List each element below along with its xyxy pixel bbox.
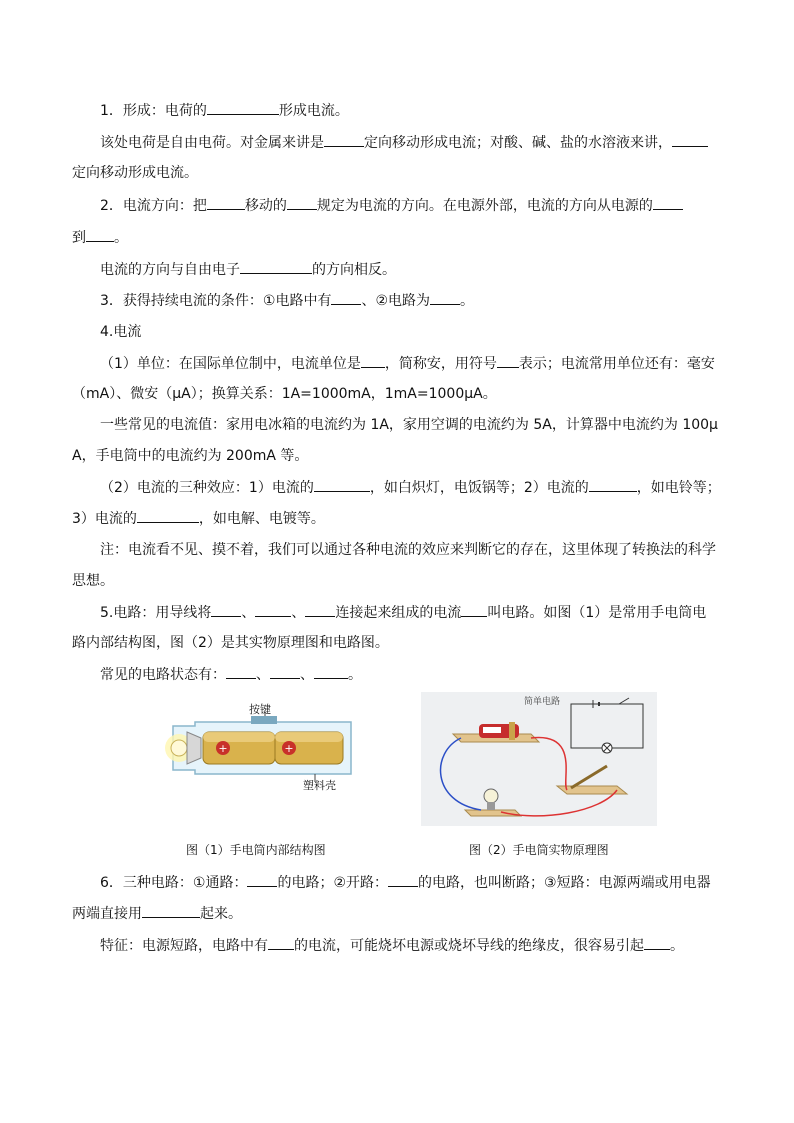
s1-note-b: 定向移动形成电流；对酸、碱、盐的水溶液来讲， — [364, 135, 672, 151]
s2-text-c: 规定为电流的方向。在电源外部，电流的方向从电源的 — [316, 198, 653, 214]
s4-unit-line2 — [72, 384, 497, 404]
s6-text-d: 两端直接用 — [72, 906, 142, 922]
blank[interactable] — [255, 602, 291, 617]
label-plastic-shell: 塑料壳 — [303, 779, 336, 792]
s4-unit-a: （1）单位：在国际单位制中，电流单位是 — [100, 356, 361, 372]
s4-eff-e: ，如电解、电镀等。 — [198, 511, 325, 527]
blank[interactable] — [240, 259, 312, 274]
blank[interactable] — [247, 872, 277, 887]
s4-unit-b: ，简称安，用符号 — [384, 356, 497, 372]
s6-feature-c: 。 — [670, 938, 684, 954]
s2-line1 — [100, 195, 683, 216]
s4-common-b: A，手电筒中的电流约为 200mA 等。 — [72, 448, 309, 464]
s5-state-d: 。 — [348, 667, 362, 683]
s5-state-line — [100, 664, 362, 685]
blank[interactable] — [324, 132, 364, 147]
blank[interactable] — [207, 195, 245, 210]
s3-text-a: 3．获得持续电流的条件：①电路中有 — [100, 293, 332, 309]
s6-text-b: 的电路；②开路： — [277, 875, 389, 891]
s4-title — [100, 322, 141, 342]
s5-text-a: 5.电路：用导线将 — [100, 605, 212, 621]
s6-feature-a: 特征：电源短路，电路中有 — [100, 938, 268, 954]
s5-line2 — [72, 633, 389, 653]
figure2-caption: 图（2）手电筒实物原理图 — [469, 843, 609, 857]
s4-eff-d: 3）电流的 — [72, 511, 137, 527]
blank[interactable] — [287, 195, 317, 210]
blank[interactable] — [497, 353, 519, 368]
s5-text-e: 叫电路。如图（1）是常用手电筒电 — [487, 605, 707, 621]
s1-line — [100, 100, 349, 121]
circuit-principle-figure — [421, 692, 657, 826]
s4-common-line1 — [100, 415, 718, 435]
s5-state-c: 、 — [300, 667, 314, 683]
blank[interactable] — [388, 872, 418, 887]
s2-note-b: 的方向相反。 — [312, 262, 396, 278]
blank[interactable] — [314, 664, 348, 679]
s2-text-d: 到 — [72, 230, 86, 246]
blank[interactable] — [270, 664, 300, 679]
blank[interactable] — [207, 100, 279, 115]
blank[interactable] — [226, 664, 256, 679]
s4-unit-d: （mA）、微安（μA）；换算关系：1A=1000mA，1mA=1000μA。 — [72, 386, 497, 402]
s2-note-line — [100, 259, 396, 280]
blank[interactable] — [461, 602, 487, 617]
label-simple-circuit: 简单电路 — [524, 697, 561, 707]
blank[interactable] — [86, 227, 114, 242]
s4-title-text: 4.电流 — [100, 324, 142, 340]
s4-common-a: 一些常见的电流值：家用电冰箱的电流约为 1A，家用空调的电流约为 5A，计算器中电流约为 100μ — [100, 417, 718, 433]
s4-eff-c: ，如电铃等； — [636, 480, 721, 496]
blank[interactable] — [331, 290, 361, 305]
blank[interactable] — [653, 195, 683, 210]
label-key: 按键 — [249, 703, 271, 716]
s4-note-b: 思想。 — [72, 573, 114, 589]
blank[interactable] — [137, 508, 199, 523]
s1-text-a: 1．形成：电荷的 — [100, 103, 207, 119]
s1-note-a: 该处电荷是自由电荷。对金属来讲是 — [100, 135, 324, 151]
blank[interactable] — [211, 602, 241, 617]
s5-text-c: 、 — [291, 605, 306, 621]
s5-line1 — [100, 602, 706, 623]
s6-line2 — [72, 903, 242, 924]
s6-text-e: 起来。 — [200, 906, 242, 922]
s6-text-c: 的电路，也叫断路；③短路：电源两端或用电器 — [418, 875, 711, 891]
figure1-caption: 图（1）手电筒内部结构图 — [186, 843, 326, 857]
svg-text:+: + — [218, 742, 228, 755]
s2-text-b: 移动的 — [244, 198, 287, 214]
s1-note-line1 — [100, 132, 708, 153]
s3-line — [100, 290, 474, 311]
s1-text-b: 形成电流。 — [278, 103, 349, 119]
svg-text:+: + — [284, 742, 294, 755]
s2-text-a: 2．电流方向：把 — [100, 198, 207, 214]
s4-eff-b: ，如白炽灯，电饭锅等；2）电流的 — [369, 480, 589, 496]
blank[interactable] — [314, 477, 370, 492]
s2-line2 — [72, 227, 128, 248]
s5-text-d: 连接起来组成的电流 — [335, 605, 462, 621]
s1-note-line2 — [72, 163, 198, 183]
blank[interactable] — [644, 935, 670, 950]
s1-note-c: 定向移动形成电流。 — [72, 165, 198, 181]
s2-text-e: 。 — [114, 230, 128, 246]
s4-note-line2 — [72, 571, 114, 591]
s4-note-a: 注：电流看不见、摸不着，我们可以通过各种电流的效应来判断它的存在，这里体现了转换法的科学 — [100, 542, 716, 558]
s4-effects-line2 — [72, 508, 325, 529]
blank[interactable] — [361, 353, 385, 368]
blank[interactable] — [142, 903, 200, 918]
s4-common-line2 — [72, 446, 308, 466]
s3-text-c: 。 — [460, 293, 475, 309]
s5-text-b: 、 — [241, 605, 256, 621]
s6-feature-line — [100, 935, 684, 956]
s5-state-a: 常见的电路状态有： — [100, 667, 226, 683]
s4-effects-line1 — [100, 477, 721, 498]
s6-line1 — [100, 872, 711, 893]
blank[interactable] — [672, 132, 708, 147]
s4-unit-c: 表示；电流常用单位还有：毫安 — [518, 356, 715, 372]
s5-text-f: 路内部结构图，图（2）是其实物原理图和电路图。 — [72, 635, 389, 651]
s3-text-b: 、②电路为 — [361, 293, 431, 309]
s4-unit-line1 — [100, 353, 715, 374]
blank[interactable] — [589, 477, 637, 492]
s2-note-a: 电流的方向与自由电子 — [100, 262, 240, 278]
s6-feature-b: 的电流，可能烧坏电源或烧坏导线的绝缘皮，很容易引起 — [294, 938, 644, 954]
blank[interactable] — [268, 935, 294, 950]
blank[interactable] — [305, 602, 335, 617]
s5-state-b: 、 — [256, 667, 270, 683]
blank[interactable] — [430, 290, 460, 305]
s4-eff-a: （2）电流的三种效应：1）电流的 — [100, 480, 314, 496]
s4-note-line1 — [100, 540, 716, 560]
s6-text-a: 6．三种电路：①通路： — [100, 875, 248, 891]
